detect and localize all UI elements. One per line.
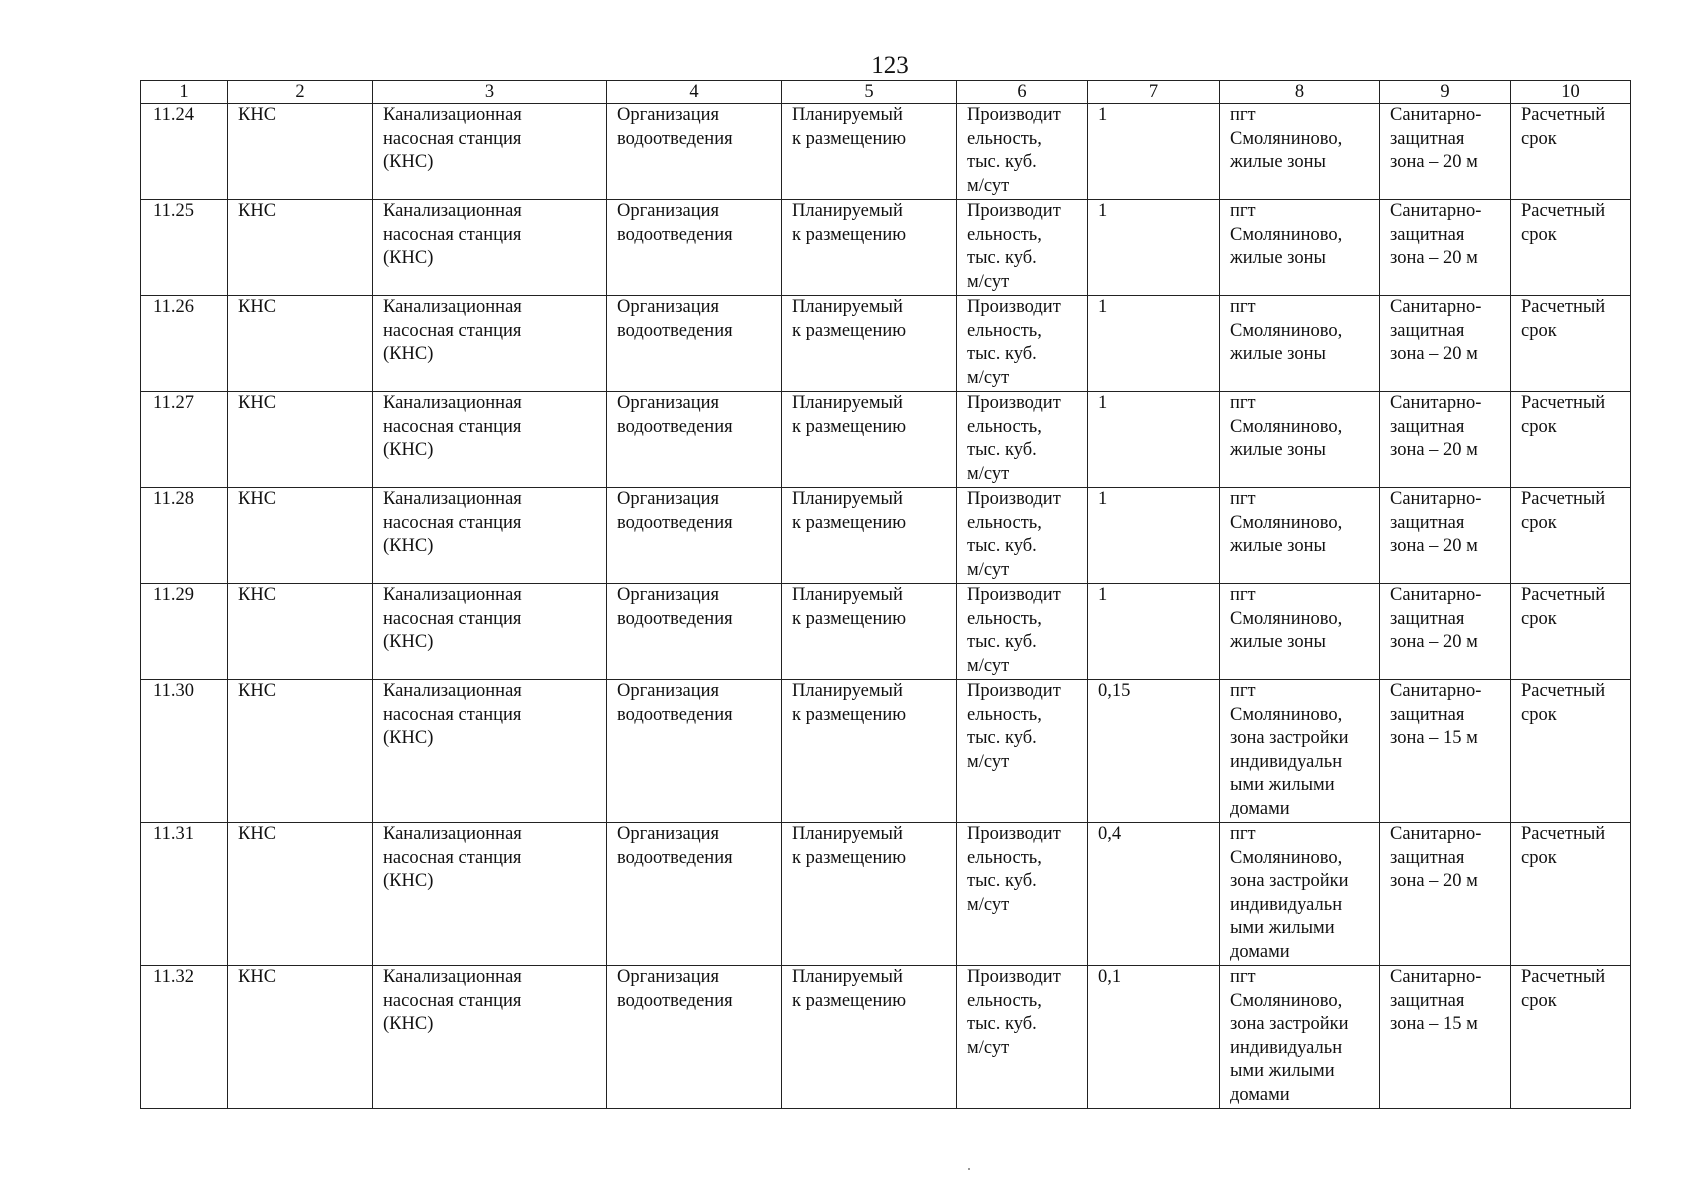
- cell-purpose: Организация водоотведения: [607, 200, 782, 296]
- cell-name: Канализационная насосная станция (КНС): [373, 966, 607, 1109]
- cell-value: 1: [1088, 104, 1220, 200]
- table-row: [141, 104, 1631, 200]
- cell-location: пгт Смоляниново, зона застройки индивидуальн ыми жилыми домами: [1220, 823, 1380, 966]
- scan-speck: [968, 1168, 970, 1170]
- cell-number: 11.30: [141, 680, 228, 823]
- cell-value: 1: [1088, 488, 1220, 584]
- cell-location: пгт Смоляниново, жилые зоны: [1220, 584, 1380, 680]
- cell-number: 11.25: [141, 200, 228, 296]
- cell-code: КНС: [228, 296, 373, 392]
- table-row: [141, 392, 1631, 488]
- cell-value: 1: [1088, 200, 1220, 296]
- cell-parameter: Производит ельность, тыс. куб. м/сут: [957, 680, 1088, 823]
- cell-parameter: Производит ельность, тыс. куб. м/сут: [957, 966, 1088, 1109]
- cell-parameter: Производит ельность, тыс. куб. м/сут: [957, 104, 1088, 200]
- table-row: [141, 200, 1631, 296]
- column-header-6: 6: [957, 81, 1088, 104]
- cell-zone: Санитарно- защитная зона – 15 м: [1380, 966, 1511, 1109]
- cell-zone: Санитарно- защитная зона – 20 м: [1380, 392, 1511, 488]
- page-number: 123: [871, 52, 909, 79]
- cell-status: Планируемый к размещению: [782, 296, 957, 392]
- cell-term: Расчетный срок: [1511, 392, 1631, 488]
- column-header-8: 8: [1220, 81, 1380, 104]
- table-row: [141, 966, 1631, 1109]
- cell-status: Планируемый к размещению: [782, 104, 957, 200]
- column-header-2: 2: [228, 81, 373, 104]
- cell-code: КНС: [228, 200, 373, 296]
- cell-parameter: Производит ельность, тыс. куб. м/сут: [957, 392, 1088, 488]
- cell-location: пгт Смоляниново, зона застройки индивидуальн ыми жилыми домами: [1220, 966, 1380, 1109]
- cell-code: КНС: [228, 488, 373, 584]
- facilities-table: [140, 80, 1631, 1109]
- cell-status: Планируемый к размещению: [782, 966, 957, 1109]
- column-header-3: 3: [373, 81, 607, 104]
- cell-term: Расчетный срок: [1511, 966, 1631, 1109]
- cell-status: Планируемый к размещению: [782, 392, 957, 488]
- cell-zone: Санитарно- защитная зона – 20 м: [1380, 584, 1511, 680]
- cell-term: Расчетный срок: [1511, 584, 1631, 680]
- cell-term: Расчетный срок: [1511, 296, 1631, 392]
- cell-parameter: Производит ельность, тыс. куб. м/сут: [957, 200, 1088, 296]
- cell-parameter: Производит ельность, тыс. куб. м/сут: [957, 296, 1088, 392]
- cell-zone: Санитарно- защитная зона – 15 м: [1380, 680, 1511, 823]
- cell-code: КНС: [228, 966, 373, 1109]
- column-header-1: 1: [141, 81, 228, 104]
- table-row: [141, 823, 1631, 966]
- cell-purpose: Организация водоотведения: [607, 823, 782, 966]
- column-header-5: 5: [782, 81, 957, 104]
- column-header-7: 7: [1088, 81, 1220, 104]
- cell-name: Канализационная насосная станция (КНС): [373, 392, 607, 488]
- cell-name: Канализационная насосная станция (КНС): [373, 296, 607, 392]
- cell-location: пгт Смоляниново, жилые зоны: [1220, 296, 1380, 392]
- table-body: [141, 81, 1631, 1109]
- cell-value: 0,1: [1088, 966, 1220, 1109]
- cell-purpose: Организация водоотведения: [607, 392, 782, 488]
- cell-number: 11.26: [141, 296, 228, 392]
- cell-parameter: Производит ельность, тыс. куб. м/сут: [957, 488, 1088, 584]
- cell-name: Канализационная насосная станция (КНС): [373, 584, 607, 680]
- cell-value: 1: [1088, 584, 1220, 680]
- cell-parameter: Производит ельность, тыс. куб. м/сут: [957, 823, 1088, 966]
- cell-location: пгт Смоляниново, жилые зоны: [1220, 200, 1380, 296]
- cell-name: Канализационная насосная станция (КНС): [373, 823, 607, 966]
- cell-term: Расчетный срок: [1511, 823, 1631, 966]
- cell-name: Канализационная насосная станция (КНС): [373, 488, 607, 584]
- cell-status: Планируемый к размещению: [782, 584, 957, 680]
- cell-number: 11.32: [141, 966, 228, 1109]
- table-row: [141, 296, 1631, 392]
- cell-location: пгт Смоляниново, жилые зоны: [1220, 392, 1380, 488]
- cell-purpose: Организация водоотведения: [607, 296, 782, 392]
- cell-term: Расчетный срок: [1511, 680, 1631, 823]
- cell-parameter: Производит ельность, тыс. куб. м/сут: [957, 584, 1088, 680]
- table-row: [141, 488, 1631, 584]
- column-header-9: 9: [1380, 81, 1511, 104]
- column-header-4: 4: [607, 81, 782, 104]
- cell-purpose: Организация водоотведения: [607, 584, 782, 680]
- cell-zone: Санитарно- защитная зона – 20 м: [1380, 488, 1511, 584]
- cell-code: КНС: [228, 392, 373, 488]
- cell-zone: Санитарно- защитная зона – 20 м: [1380, 200, 1511, 296]
- cell-status: Планируемый к размещению: [782, 200, 957, 296]
- cell-number: 11.24: [141, 104, 228, 200]
- cell-value: 0,4: [1088, 823, 1220, 966]
- cell-code: КНС: [228, 584, 373, 680]
- cell-name: Канализационная насосная станция (КНС): [373, 104, 607, 200]
- cell-number: 11.31: [141, 823, 228, 966]
- cell-term: Расчетный срок: [1511, 104, 1631, 200]
- cell-location: пгт Смоляниново, жилые зоны: [1220, 104, 1380, 200]
- cell-status: Планируемый к размещению: [782, 488, 957, 584]
- cell-purpose: Организация водоотведения: [607, 488, 782, 584]
- cell-number: 11.29: [141, 584, 228, 680]
- cell-name: Канализационная насосная станция (КНС): [373, 200, 607, 296]
- cell-code: КНС: [228, 823, 373, 966]
- cell-zone: Санитарно- защитная зона – 20 м: [1380, 296, 1511, 392]
- column-header-10: 10: [1511, 81, 1631, 104]
- cell-purpose: Организация водоотведения: [607, 966, 782, 1109]
- table-row: [141, 584, 1631, 680]
- cell-number: 11.28: [141, 488, 228, 584]
- cell-term: Расчетный срок: [1511, 488, 1631, 584]
- cell-zone: Санитарно- защитная зона – 20 м: [1380, 104, 1511, 200]
- cell-status: Планируемый к размещению: [782, 823, 957, 966]
- cell-value: 1: [1088, 296, 1220, 392]
- cell-purpose: Организация водоотведения: [607, 680, 782, 823]
- cell-code: КНС: [228, 680, 373, 823]
- table-row: [141, 680, 1631, 823]
- cell-value: 0,15: [1088, 680, 1220, 823]
- cell-code: КНС: [228, 104, 373, 200]
- cell-location: пгт Смоляниново, жилые зоны: [1220, 488, 1380, 584]
- cell-number: 11.27: [141, 392, 228, 488]
- cell-location: пгт Смоляниново, зона застройки индивидуальн ыми жилыми домами: [1220, 680, 1380, 823]
- cell-term: Расчетный срок: [1511, 200, 1631, 296]
- cell-value: 1: [1088, 392, 1220, 488]
- cell-name: Канализационная насосная станция (КНС): [373, 680, 607, 823]
- column-number-row: [141, 81, 1631, 104]
- cell-purpose: Организация водоотведения: [607, 104, 782, 200]
- cell-status: Планируемый к размещению: [782, 680, 957, 823]
- cell-zone: Санитарно- защитная зона – 20 м: [1380, 823, 1511, 966]
